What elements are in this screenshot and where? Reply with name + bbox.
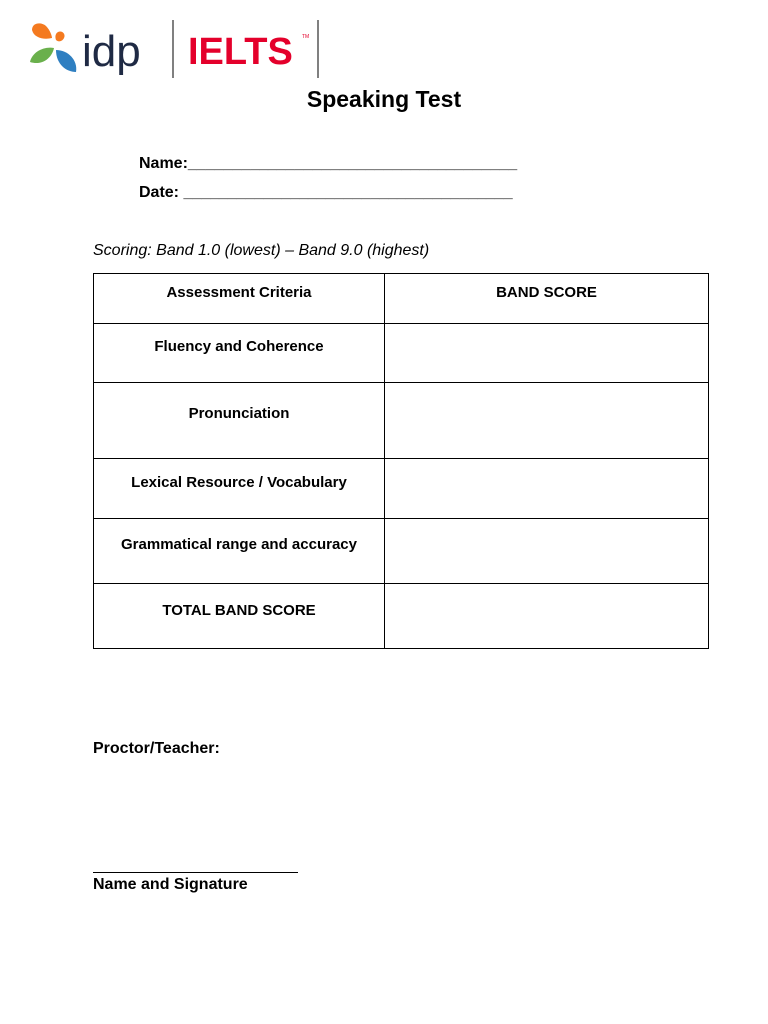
- score-cell[interactable]: [385, 459, 709, 519]
- name-label: Name:: [139, 155, 188, 172]
- date-label: Date:: [139, 184, 180, 201]
- date-field[interactable]: _____________________________________: [179, 184, 513, 201]
- table-row: [94, 324, 709, 383]
- table-row: [94, 383, 709, 459]
- date-line: [139, 184, 513, 202]
- score-cell[interactable]: [385, 324, 709, 383]
- idp-ielts-logo: [28, 16, 328, 82]
- name-field[interactable]: _____________________________________: [187, 155, 518, 172]
- scoring-note: Scoring: Band 1.0 (lowest) – Band 9.0 (highest): [93, 242, 430, 259]
- proctor-label: Proctor/Teacher:: [93, 740, 220, 757]
- score-cell[interactable]: [385, 584, 709, 649]
- trademark-mark: TM: [302, 34, 310, 40]
- assessment-table: [93, 273, 709, 649]
- name-line: [139, 155, 517, 173]
- idp-wordmark: idp: [82, 27, 141, 76]
- table-header-row: [94, 274, 709, 324]
- signature-label: Name and Signature: [93, 876, 248, 893]
- table-row: [94, 519, 709, 584]
- table-row: [94, 584, 709, 649]
- criterion-cell: Fluency and Coherence: [94, 324, 385, 383]
- page-title: Speaking Test: [306, 86, 462, 112]
- header-criteria: Assessment Criteria: [94, 274, 385, 324]
- header-band-score: BAND SCORE: [385, 274, 709, 324]
- criterion-cell: Lexical Resource / Vocabulary: [94, 459, 385, 519]
- idp-flower-icon: [30, 23, 76, 72]
- score-cell[interactable]: [385, 383, 709, 459]
- criterion-cell: Grammatical range and accuracy: [94, 519, 385, 584]
- score-cell[interactable]: [385, 519, 709, 584]
- ielts-wordmark: IELTS: [188, 31, 293, 73]
- table-row: [94, 459, 709, 519]
- criterion-cell: TOTAL BAND SCORE: [94, 584, 385, 649]
- signature-line[interactable]: [93, 872, 298, 873]
- criterion-cell: Pronunciation: [94, 383, 385, 459]
